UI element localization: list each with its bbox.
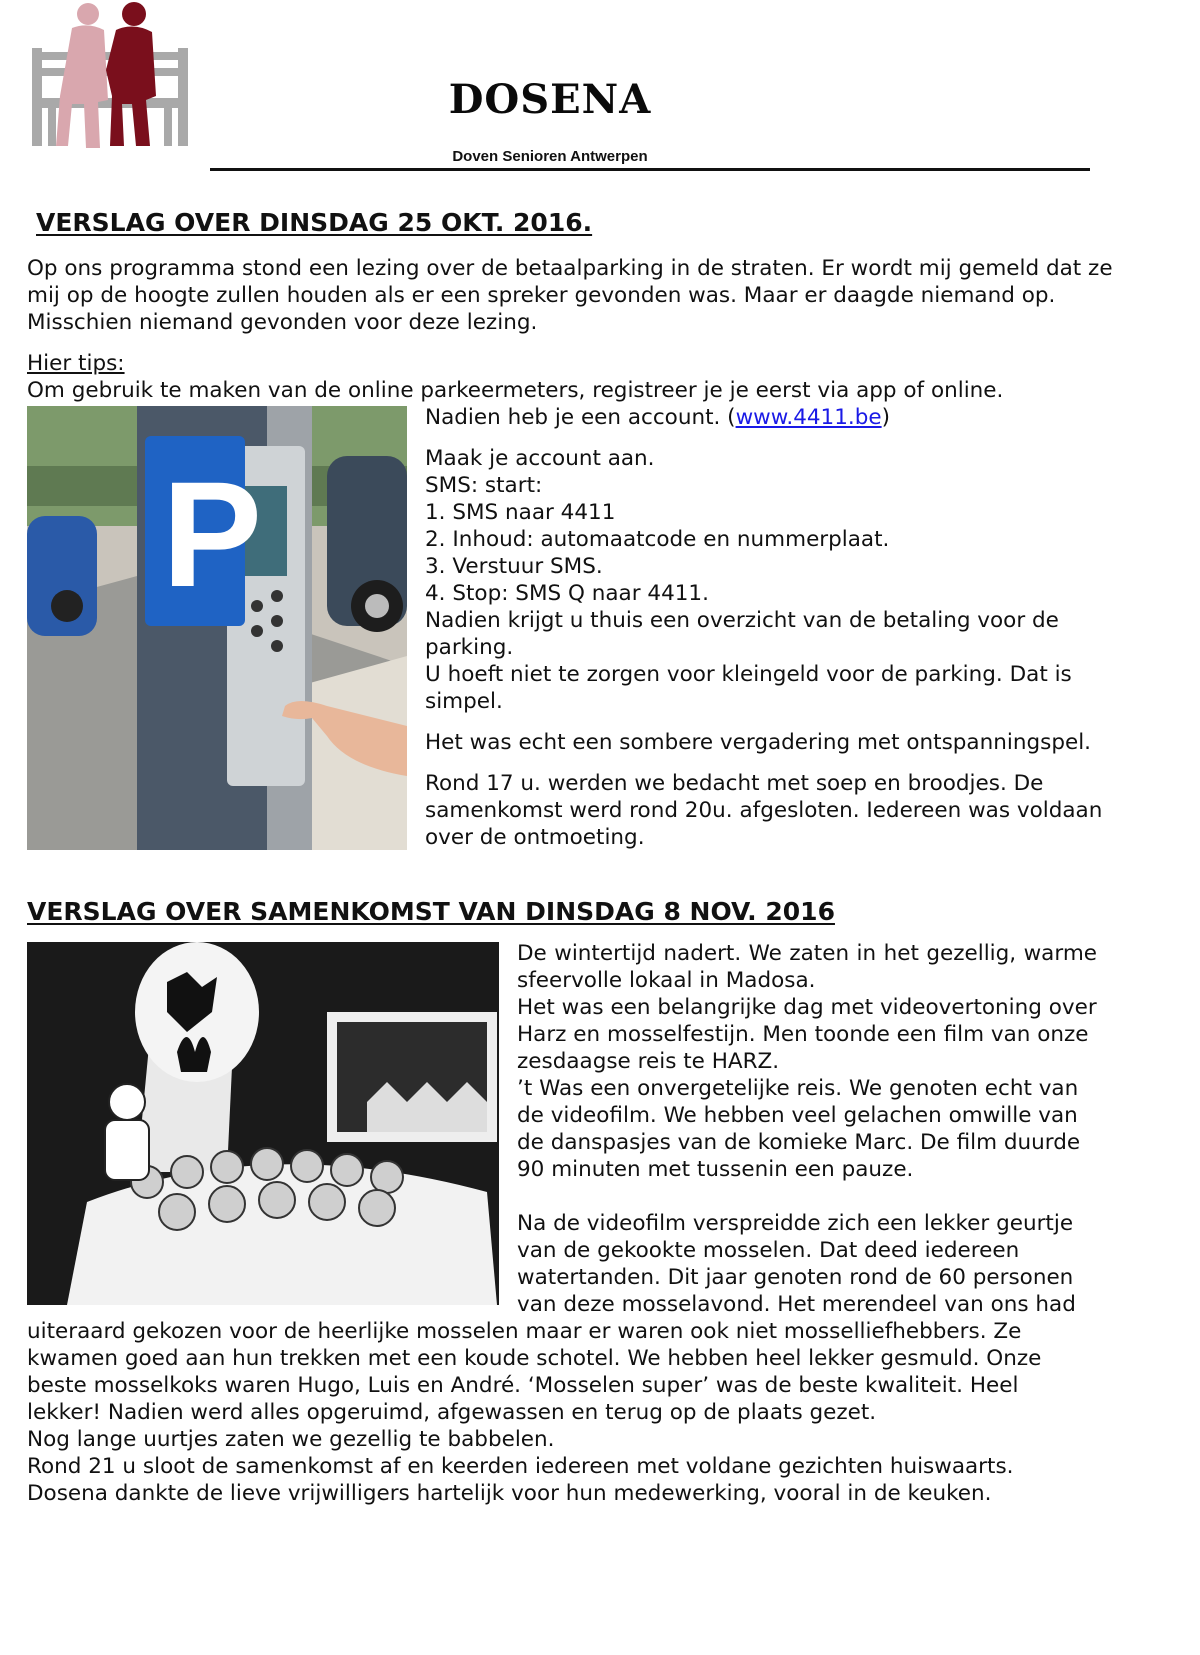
step-item: U hoeft niet te zorgen voor kleingeld voor de parking. Dat is simpel.: [425, 662, 1072, 714]
step-item: 3. Verstuur SMS.: [425, 554, 603, 579]
step-item: Maak je account aan.: [425, 446, 655, 471]
step-item: 2. Inhoud: automaatcode en nummerplaat.: [425, 527, 890, 552]
section1-closing: Rond 17 u. werden we bedacht met soep en broodjes. De samenkomst werd rond 20u. afgesloten. Iedereen was voldaan over de ontmoeting.: [425, 771, 1103, 850]
svg-text:P: P: [162, 450, 263, 618]
section1-body: [27, 255, 1117, 851]
header-divider: [210, 168, 1090, 171]
dosena-logo: [28, 0, 198, 155]
section2-p2: Het was een belangrijke dag met videovertoning over Harz en mosselfestijn. Men toonde een film van onze zesdaagse reis te HARZ.: [517, 995, 1097, 1074]
section2-body: [27, 940, 1097, 1507]
account-suffix: ): [881, 405, 891, 430]
account-prefix: Nadien heb je een account. (: [425, 405, 736, 430]
section2-p5: Nog lange uurtjes zaten we gezellig te babbelen.: [27, 1427, 555, 1452]
org-subtitle: Doven Senioren Antwerpen: [452, 148, 648, 165]
section1-mood: Het was echt een sombere vergadering met ontspanningspel.: [425, 730, 1091, 755]
step-item: 1. SMS naar 4411: [425, 500, 616, 525]
org-title: DOSENA: [448, 76, 652, 123]
section2-p4: Na de videofilm verspreidde zich een lekker geurtje van de gekookte mosselen. Dat deed iedereen watertanden. Dit jaar genoten rond de 60 personen van deze mosselavond. Het merendeel van ons had uiteraard gekozen voor de heerlijke mosselen maar er waren ook niet mosselliefhebbers. Ze kwamen goed aan hun trekken met een koude schotel. We hebben heel lekker gesmuld. Onze beste mosselkoks waren Hugo, Luis en André. ‘Mosselen super’ was de beste kwaliteit. Heel lekker! Nadien werd alles opgeruimd, afgewassen en terug op de plaats gezet.: [27, 1211, 1076, 1425]
cinema-cartoon-illustration: [27, 942, 499, 1305]
section2-p6: Rond 21 u sloot de samenkomst af en keerden iedereen met voldane gezichten huiswaarts.: [27, 1454, 1014, 1479]
website-link[interactable]: www.4411.be: [735, 405, 882, 430]
tips-heading: Hier tips:: [27, 351, 125, 376]
section2-p3: ’t Was een onvergetelijke reis. We genoten echt van de videofilm. We hebben veel gelachen omwille van de danspasjes van de komieke Marc. De film duurde 90 minuten met tussenin een pauze.: [517, 1076, 1081, 1182]
parking-meter-photo: [27, 406, 407, 850]
section2-p1: De wintertijd nadert. We zaten in het gezellig, warme sfeervolle lokaal in Madosa.: [517, 941, 1097, 993]
step-item: Nadien krijgt u thuis een overzicht van de betaling voor de parking.: [425, 608, 1059, 660]
section2-p7: Dosena dankte de lieve vrijwilligers hartelijk voor hun medewerking, vooral in de keuken.: [27, 1481, 992, 1506]
step-item: SMS: start:: [425, 473, 543, 498]
tips-line: Om gebruik te maken van de online parkeermeters, registreer je je eerst via app of online.: [27, 378, 1004, 403]
section2-title: VERSLAG OVER SAMENKOMST VAN DINSDAG 8 NOV. 2016: [27, 897, 835, 926]
step-item: 4. Stop: SMS Q naar 4411.: [425, 581, 709, 606]
section1-intro: Op ons programma stond een lezing over de betaalparking in de straten. Er wordt mij gemeld dat ze mij op de hoogte zullen houden als er een spreker gevonden was. Maar er daagde niemand op. Misschien niemand gevonden voor deze lezing.: [27, 256, 1113, 335]
section1-title: VERSLAG OVER DINSDAG 25 OKT. 2016.: [36, 208, 593, 237]
